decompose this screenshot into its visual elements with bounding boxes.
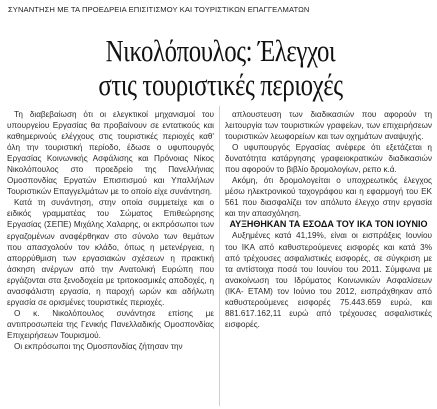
paragraph: Ο υφυπουργός Εργασίας ανέφερε ότι εξετάζεται η δυνατότητα κατάργησης γραφειοκρατικών διαδικασιών που αφορούν το βιβλίο δρομολογίων, ρεπο κ.ά. [225,143,432,175]
article-column-right [225,109,432,407]
headline-line-1: Νικολόπουλος: Έλεγχοι [105,33,336,68]
paragraph: Κατά τη συνάντηση, στην οποία συμμετείχε και ο ειδικός γραμματέας του Σώματος Επιθεώρησης Εργασίας (ΣΕΠΕ) Μιχάλης Χαλαρης, οι εκπρόσωποι των εργαζομένων αναφέρθηκαν στο σύνολο των θεμάτων που απασχολούν τον κλάδο, όπως η μετενέργεια, η απορρύθμιση των εργασιακών σχέσεων η πρακτική άσκηση ανέργων από την Ανατολική Ευρώπη που εργάζονται στα ξενοδοχεία με τριτοκοσμικές αποδοχές, η ανασφάλιστη εργασία, η παροχή ωρών και αδήλωτη εργασία σε ορισμένες τουριστικές περιοχές. [7,198,214,307]
article-column-left [7,109,214,407]
article-kicker: ΣΥΝΑΝΤΗΣΗ ΜΕ ΤΑ ΠΡΟΕΔΡΕΙΑ ΕΠΙΣΙΤΙΣΜΟΥ ΚΑΙ ΤΟΥΡΙΣΤΙΚΩΝ ΕΠΑΓΓΕΛΜΑΤΩΝ [8,5,310,14]
paragraph: απλουστευση των διαδικασιών που αφορούν τη λειτουργία των τουριστικών γραφείων, των επιχειρήσεων τουριστικών λεωφορείων και των οχημάτων αναψυχής. [225,110,432,142]
headline-line-2: στις τουριστικές περιοχές [98,67,343,102]
paragraph: Ο κ. Νικολόπουλος συνάντησε επίσης με αντιπροσωπεία της Γενικής Πανελλαδικής Ομοσπονδίας Επιχειρήσεων Τουρισμού. [7,308,214,340]
paragraph: Ακόμη, ότι δρομολογείται ο υποχρεωτικός έλεγχος μέσω ηλεκτρονικού ταχογράφου και η εφαρμογή του ΕΚ 561 που διασφαλίζει τον απόλυτο έλεγχο στην εργασία και την απασχόληση. [225,176,432,219]
paragraph: Αυξημένες κατά 41,19%, είναι οι εισπράξεις Ιουνίου του ΙΚΑ από καθυστερούμενες εισφορές και κατά 3% από τρέχουσες ασφαλιστικές εισφορές, σε σύγκριση με τα αντίστοιχα ποσά του Ιουνίου του 2011. Σύμφωνα με ανακοίνωση του Ιδρύματος Κοινωνικών Ασφαλίσεων (ΙΚΑ- ΕΤΑΜ) τον Ιούνιο του 2012, εισπράχθηκαν από καθυστερούμενες εισφορές 75.443.659 ευρώ, και 881.617.162,11 ευρώ από τρέχουσες ασφαλιστικές εισφορές. [225,231,432,329]
paragraph: Τη διαβεβαίωση ότι οι ελεγκτικοί μηχανισμοί του υπουργείου Εργασίας θα προβαίνουν σε εντατικούς και καθημερινούς ελέγχους στις τουριστικές περιοχές καθ' όλη την τουριστική περίοδο, έδωσε ο υφυπουργός Εργασίας Κοινωνικής Ασφάλισης και Πρόνοιας Νίκος Νικολόπουλος στο προεδρείο της Πανελλήνιας Ομοσπονδίας Εργατών Επισιτισμού και Υπαλλήλων Τουριστικών Επαγγελμάτων με το οποίο είχε συνάντηση. [7,110,214,197]
column-divider [219,106,220,406]
article-headline [51,34,391,102]
paragraph: Οι εκπρόσωποι της Ομοσπονδίας ζήτησαν την [14,341,183,351]
section-subheading: ΑΥΞΗΘΗΚΑΝ ΤΑ ΕΣΟΔΑ ΤΟΥ ΙΚΑ ΤΟΝ ΙΟΥΝΙΟ [229,219,428,230]
